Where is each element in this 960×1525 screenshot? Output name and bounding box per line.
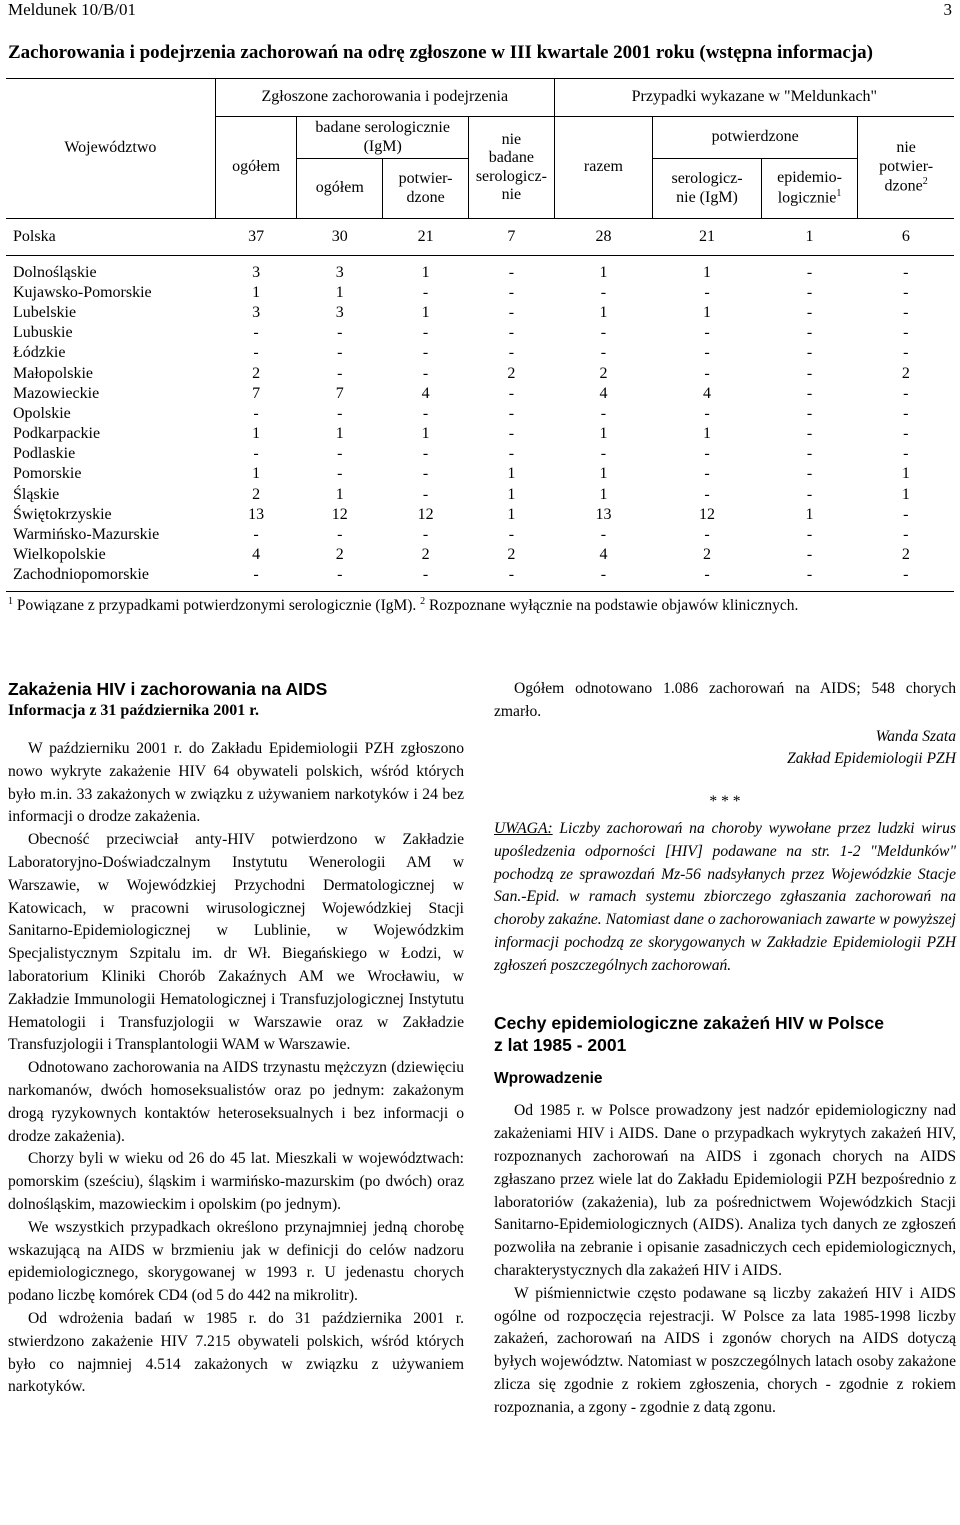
cell: - xyxy=(903,283,909,301)
cell: 4 xyxy=(252,546,261,564)
table-row-polska xyxy=(6,219,954,256)
cell: - xyxy=(337,465,343,483)
measles-table xyxy=(6,78,954,592)
table-row xyxy=(6,283,954,303)
cell: - xyxy=(806,485,813,503)
cell: 3 xyxy=(252,263,261,281)
subsection-heading-wprowadzenie: Wprowadzenie xyxy=(494,1069,603,1087)
cell: - xyxy=(903,445,909,463)
hiv-section-title: Zakażenia HIV i zachorowania na AIDS xyxy=(8,679,328,699)
cell: 1 xyxy=(421,425,430,443)
cell: - xyxy=(704,324,710,342)
cell: - xyxy=(422,526,429,544)
col-header-badane-ogolem: ogółem xyxy=(297,159,383,219)
cell: 1 xyxy=(252,283,261,301)
cell: 1 xyxy=(421,263,430,281)
cell: - xyxy=(422,324,429,342)
cell: - xyxy=(806,546,813,564)
cell: 2 xyxy=(507,364,516,382)
cell: - xyxy=(600,445,607,463)
cell: 1 xyxy=(335,283,344,301)
cell: 1 xyxy=(507,485,516,503)
cell: - xyxy=(422,465,429,483)
cell: - xyxy=(600,344,607,362)
footnote-text-2: Rozpoznane wyłącznie na podstawie objawów klinicznych. xyxy=(425,597,799,615)
col-header-wojewodztwo: Województwo xyxy=(6,79,215,219)
col-header-ogolem: ogółem xyxy=(215,117,297,219)
cell: 21 xyxy=(383,219,469,256)
cell: - xyxy=(337,364,343,382)
table-row xyxy=(6,505,954,525)
nie-badane-line-3: serologicz- xyxy=(475,167,547,185)
table-row xyxy=(6,323,954,343)
row-name: Śląskie xyxy=(13,485,60,503)
cell: - xyxy=(422,344,429,362)
badane-line-1: badane serologicznie xyxy=(315,119,450,137)
cell: - xyxy=(508,404,515,422)
cell: - xyxy=(806,465,813,483)
cell: 2 xyxy=(507,546,516,564)
cell: - xyxy=(903,344,909,362)
cell: - xyxy=(806,324,813,342)
cell: 6 xyxy=(858,219,954,256)
cell: - xyxy=(903,425,909,443)
cell: - xyxy=(422,283,429,301)
uwaga-note xyxy=(494,818,956,978)
cell: - xyxy=(508,566,515,584)
cell: - xyxy=(337,445,343,463)
cell: 1 xyxy=(599,263,608,281)
cell: - xyxy=(337,404,343,422)
cell: - xyxy=(508,425,515,443)
cell: - xyxy=(422,404,429,422)
cell: 13 xyxy=(248,505,265,523)
cell: - xyxy=(806,344,813,362)
cell: - xyxy=(600,324,607,342)
page-number: 3 xyxy=(943,0,952,19)
cell: - xyxy=(903,303,909,321)
cell: - xyxy=(806,283,813,301)
cell: - xyxy=(600,404,607,422)
group-header-zgloszone: Zgłoszone zachorowania i podejrzenia xyxy=(215,79,554,117)
paragraph: Ogółem odnotowano 1.086 zachorowań na AIDS; 548 chorych zmarło. xyxy=(494,680,956,720)
cell: - xyxy=(806,364,813,382)
cell: - xyxy=(806,303,813,321)
cell: 1 xyxy=(335,485,344,503)
col-header-epidemiologicznie xyxy=(761,159,857,219)
row-name: Zachodniopomorskie xyxy=(13,566,149,584)
cell: 13 xyxy=(595,505,612,523)
cell: 3 xyxy=(252,303,261,321)
cell: 1 xyxy=(901,485,910,503)
cell: - xyxy=(704,465,710,483)
row-name: Warmińsko-Mazurskie xyxy=(13,526,160,544)
cell: - xyxy=(806,445,813,463)
col-header-badane-serologicznie xyxy=(297,117,469,159)
row-name: Kujawsko-Pomorskie xyxy=(13,283,152,301)
table-row xyxy=(6,263,954,283)
cell: 7 xyxy=(252,384,261,402)
badane-line-2: (IgM) xyxy=(363,137,402,155)
paragraph: Od 1985 r. w Polsce prowadzony jest nadzór epidemiologiczny nad zakażeniami HIV i AIDS. Dane o przypadkach wykrytych zakażeń HIV, rozpoznanych zachorowań na AIDS i zgonach chorych na AIDS zgłaszano przez wiele lat do Zakładu Epidemiologii PZH bezpośrednio z laboratoriów (zakażenia), lub za pośrednictwem Wojewódzkich Stacji Sanitarno-Epidemiologicznych (AIDS). Analiza tych danych ze zgłoszeń pozwoliła na zebranie i opisanie zasadniczych cech epidemiologicznych, charakterystycznych dla zakażeń HIV i AIDS. xyxy=(494,1102,956,1279)
cell: - xyxy=(508,526,515,544)
epid-line-2: logicznie xyxy=(777,189,837,207)
nie-badane-line-2: badane xyxy=(488,149,535,167)
cell: 1 xyxy=(805,505,814,523)
cell: 1 xyxy=(252,465,261,483)
hiv-section-subtitle: Informacja z 31 października 2001 r. xyxy=(8,702,259,719)
cell: 1 xyxy=(703,303,712,321)
row-name: Wielkopolskie xyxy=(13,546,106,564)
cell: - xyxy=(806,384,813,402)
cell: - xyxy=(253,526,259,544)
cell: - xyxy=(508,303,515,321)
row-name: Podkarpackie xyxy=(13,425,101,443)
col-header-badane-potwierdzone xyxy=(383,159,469,219)
table-row xyxy=(6,424,954,444)
cell: 2 xyxy=(421,546,430,564)
cell: 1 xyxy=(599,465,608,483)
cell: - xyxy=(806,263,813,281)
cell: 3 xyxy=(335,263,344,281)
cechy-section-title: Cechy epidemiologiczne zakażeń HIV w Polsce xyxy=(494,1012,884,1033)
cell: - xyxy=(806,404,813,422)
cell: - xyxy=(508,263,515,281)
paragraph: Od wdrożenia badań w 1985 r. do 31 października 2001 r. stwierdzono zakażenie HIV 7.215 obywateli polskich, wśród których było co najmniej 4.514 zakażonych w związku z używaniem narkotyków. xyxy=(8,1309,464,1396)
nie-potw-line-2: potwier- xyxy=(879,157,934,175)
cell: - xyxy=(903,505,909,523)
row-name: Łódzkie xyxy=(13,344,66,362)
left-column xyxy=(8,678,464,1399)
footnote-ref-1: 1 xyxy=(836,187,842,199)
cell: 12 xyxy=(331,505,348,523)
cell: - xyxy=(253,324,259,342)
cell: - xyxy=(337,566,343,584)
uwaga-label: UWAGA: xyxy=(494,819,553,837)
row-name: Lubuskie xyxy=(13,324,73,342)
table-row xyxy=(6,303,954,323)
cell: 4 xyxy=(599,384,608,402)
potw-line-1: potwier- xyxy=(398,170,453,188)
col-header-serologicznie xyxy=(653,159,762,219)
cell: 7 xyxy=(468,219,554,256)
row-name: Dolnośląskie xyxy=(13,263,97,281)
cell: - xyxy=(422,445,429,463)
right-column xyxy=(494,678,956,1420)
cell: - xyxy=(704,526,710,544)
cell: 2 xyxy=(901,364,910,382)
table-row xyxy=(6,384,954,404)
cell: - xyxy=(422,485,429,503)
section-separator: * * * xyxy=(709,793,741,811)
table-row xyxy=(6,363,954,383)
group-header-meldunki: Przypadki wykazane w "Meldunkach" xyxy=(554,79,954,117)
cell: 21 xyxy=(653,219,762,256)
nie-badane-line-1: nie xyxy=(501,130,522,148)
cell: 2 xyxy=(335,546,344,564)
footnote-ref-2: 2 xyxy=(922,176,928,188)
cell: 1 xyxy=(421,303,430,321)
paragraph: W piśmiennictwie często podawane są liczby zakażeń HIV i AIDS ogólne od rozpoczęcia rejestracji. W Polsce za lata 1985-1998 liczby zakażeń, zachorowań na AIDS i zgonów chorych na AIDS dotyczą byłych województw. Natomiast w poszczególnych latach osoby zakażone zlicza się zgodnie z rokiem zgłoszenia, chorych - zgodnie z rokiem rozpoznania, a zgony - zgodnie z datą zgonu. xyxy=(494,1284,956,1416)
cell: 7 xyxy=(335,384,344,402)
cell: 2 xyxy=(252,485,261,503)
row-name: Świętokrzyskie xyxy=(13,505,112,523)
nie-badane-line-4: nie xyxy=(501,185,522,203)
cell: - xyxy=(806,526,813,544)
epid-line-1: epidemio- xyxy=(777,169,842,187)
nie-potw-line-1: nie xyxy=(896,139,916,157)
potw-line-2: dzone xyxy=(406,188,445,206)
cell: 4 xyxy=(421,384,430,402)
cell: 37 xyxy=(215,219,297,256)
footnote-text-1: Powiązane z przypadkami potwierdzonymi serologicznie (IgM). xyxy=(13,597,421,615)
cell: - xyxy=(253,445,259,463)
footnote-marker-2: 2 xyxy=(420,596,426,607)
table-row xyxy=(6,525,954,545)
paragraph: W październiku 2001 r. do Zakładu Epidemiologii PZH zgłoszono nowo wykryte zakażenie HIV 64 obywateli polskich, wśród których było m.in. 33 zakażonych w związku z używaniem narkotyków i 24 bez informacji o drodze zakażenia. xyxy=(8,740,464,826)
uwaga-text: Liczby zachorowań na choroby wywołane przez ludzki wirus upośledzenia odporności [HIV] podawane na str. 1-2 "Meldunków" pochodzą ze sprawozdań Mz-56 nadsyłanych przez Wojewódzkie Stacje San.-Epid. w ramach systemu zbiorczego zgłaszania zachorowań na choroby zakaźne. Natomiast dane o zachorowaniach zawarte w powyższej informacji pochodzą ze skorygowanych w Zakładzie Epidemiologii PZH zgłoszeń poszczególnych zachorowań. xyxy=(494,819,956,974)
cell: - xyxy=(253,344,259,362)
cell: 12 xyxy=(417,505,434,523)
cell: - xyxy=(337,344,343,362)
cell: - xyxy=(337,526,343,544)
cell: 30 xyxy=(297,219,383,256)
row-name: Podlaskie xyxy=(13,445,76,463)
cell: - xyxy=(704,485,710,503)
paragraph: We wszystkich przypadkach określono przynajmniej jedną chorobę wskazującą na AIDS w brzmieniu jak w definicji do celów nadzoru epidemiologicznego, skorygowanej w 1993 r. U jedenastu chorych podano liczbę komórek CD4 (od 5 do 442 na mikrolitr). xyxy=(8,1218,464,1305)
col-header-potwierdzone: potwierdzone xyxy=(653,117,858,159)
signature-affiliation: Zakład Epidemiologii PZH xyxy=(787,750,956,768)
row-name: Lubelskie xyxy=(13,303,77,321)
table-row xyxy=(6,485,954,505)
cell: - xyxy=(508,384,515,402)
col-header-razem: razem xyxy=(554,117,652,219)
cell: - xyxy=(600,283,607,301)
running-header-title: Meldunek 10/B/01 xyxy=(8,0,136,19)
table-row xyxy=(6,565,954,585)
table-row xyxy=(6,545,954,565)
cell: - xyxy=(253,566,259,584)
cell: - xyxy=(422,364,429,382)
cell: - xyxy=(806,566,813,584)
row-name: Polska xyxy=(6,219,215,256)
cell: - xyxy=(903,404,909,422)
cell: 1 xyxy=(703,263,712,281)
cell: 1 xyxy=(507,465,516,483)
cell: - xyxy=(422,566,429,584)
cell: - xyxy=(337,324,343,342)
cell: - xyxy=(704,364,710,382)
cell: 1 xyxy=(599,425,608,443)
row-name: Mazowieckie xyxy=(13,384,100,402)
cell: - xyxy=(704,344,710,362)
nie-potw-line-3: dzone xyxy=(884,177,923,195)
paragraph: Obecność przeciwciał anty-HIV potwierdzono w Zakładzie Laboratoryjno-Doświadczalnym Instytutu Wenerologii AM w Warszawie, w Wojewódzkiej Przychodni Dermatologicznej w Katowicach, w pracowni wirusologicznej Wojewódzkiej Stacji Sanitarno-Epidemiologicznej w Lublinie, w Wojewódzkim Specjalistycznym Szpitalu im. dr Wł. Biegańskiego w Łodzi, w laboratorium Kliniki Chorób Zakaźnych AM we Wrocławiu, w Zakładzie Immunologii Hematologicznej i Transfuzjologicznej Instytutu Hematologii i Transfuzjologii w Warszawie oraz w Zakładzie Transfuzjologii i Transplantologii WAM w Warszawie. xyxy=(8,831,464,1054)
cell: - xyxy=(508,283,515,301)
row-name: Opolskie xyxy=(13,404,71,422)
cell: 1 xyxy=(599,485,608,503)
col-header-nie-potwierdzone xyxy=(858,117,954,219)
cell: 2 xyxy=(901,546,910,564)
signature-name: Wanda Szata xyxy=(875,727,956,745)
table-title: Zachorowania i podejrzenia zachorowań na odrę zgłoszone w III kwartale 2001 roku (wstępna informacja) xyxy=(8,42,873,63)
table-row xyxy=(6,464,954,484)
cell: - xyxy=(508,344,515,362)
cell: 4 xyxy=(703,384,712,402)
cell: 1 xyxy=(703,425,712,443)
cell: - xyxy=(704,566,710,584)
cell: 1 xyxy=(761,219,857,256)
cell: - xyxy=(600,566,607,584)
cell: - xyxy=(704,404,710,422)
paragraph: Chorzy byli w wieku od 26 do 45 lat. Mieszkali w województwach: pomorskim (sześciu), śląskim i warmińsko-mazurskim (po dwóch) oraz dolnośląskim, mazowieckim i opolskim (po jednym). xyxy=(8,1150,464,1213)
table-row xyxy=(6,343,954,363)
table-row xyxy=(6,444,954,464)
cell: 1 xyxy=(599,303,608,321)
row-name: Małopolskie xyxy=(13,364,93,382)
cell: - xyxy=(600,526,607,544)
cell: - xyxy=(903,566,909,584)
serol-line-2: nie (IgM) xyxy=(676,188,738,206)
cell: - xyxy=(903,384,909,402)
table-footnote xyxy=(8,596,798,615)
cell: 3 xyxy=(335,303,344,321)
cell: 12 xyxy=(699,505,716,523)
row-name: Pomorskie xyxy=(13,465,82,483)
col-header-nie-badane xyxy=(468,117,554,219)
cell: - xyxy=(903,324,909,342)
cell: - xyxy=(508,324,515,342)
cell: - xyxy=(903,526,909,544)
cell: - xyxy=(704,445,710,463)
cell: - xyxy=(253,404,259,422)
cell: - xyxy=(806,425,813,443)
cell: - xyxy=(704,283,710,301)
cell: 2 xyxy=(703,546,712,564)
footnote-marker-1: 1 xyxy=(8,596,13,607)
cell: - xyxy=(508,445,515,463)
cell: 1 xyxy=(252,425,261,443)
paragraph: Odnotowano zachorowania na AIDS trzynastu mężczyzn (dziewięciu narkomanów, dwóch homoseksualistów oraz po jednym: zakażonym drogą ryzykownych kontaktów heteroseksualnych i bez informacji o drodze zakażenia). xyxy=(8,1059,464,1145)
cell: 1 xyxy=(507,505,516,523)
serol-line-1: serologicz- xyxy=(671,170,743,188)
cell: 2 xyxy=(599,364,608,382)
cell: 28 xyxy=(554,219,652,256)
cell: - xyxy=(903,263,909,281)
table-row xyxy=(6,404,954,424)
cell: 1 xyxy=(901,465,910,483)
cell: 2 xyxy=(252,364,261,382)
cechy-section-years: z lat 1985 - 2001 xyxy=(494,1034,627,1055)
cell: 4 xyxy=(599,546,608,564)
cell: 1 xyxy=(335,425,344,443)
